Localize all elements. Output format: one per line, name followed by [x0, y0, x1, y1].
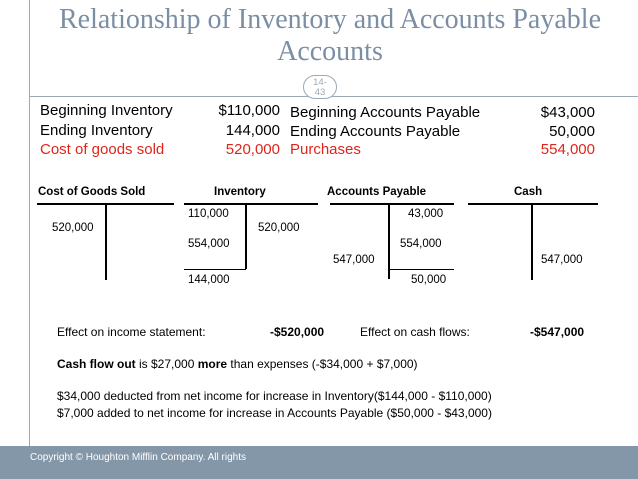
beginning-payable-value: $43,000	[540, 104, 595, 121]
taccount-cash-divider	[531, 203, 533, 280]
cost-of-goods-sold-label: Cost of goods sold	[40, 141, 165, 158]
ending-payable-value: 50,000	[549, 123, 595, 140]
payable-purchases-value: 554,000	[400, 238, 442, 250]
ending-inventory-label: Ending Inventory	[40, 122, 153, 139]
taccount-cogs-title: Cost of Goods Sold	[38, 186, 146, 198]
slide-title-line1: Relationship of Inventory and Accounts Payable	[59, 4, 601, 35]
taccount-payable-divider	[388, 203, 390, 279]
cogs-debit-value: 520,000	[52, 222, 94, 234]
beginning-inventory-value: $110,000	[218, 102, 280, 119]
inventory-purchases-value: 554,000	[188, 238, 230, 250]
cash-flow-out-text: Cash flow out	[57, 357, 136, 371]
inventory-beginning-value: 110,000	[188, 208, 229, 220]
payable-adjustment-note: $7,000 added to net income for increase in Accounts Payable ($50,000 - $43,000)	[57, 406, 492, 420]
taccount-inventory-title: Inventory	[214, 186, 266, 198]
slide-title	[30, 4, 630, 68]
cash-flow-mid-text: is $27,000	[135, 357, 198, 371]
cash-effect-value: -$547,000	[530, 325, 585, 339]
ending-inventory-value: 144,000	[225, 122, 280, 139]
beginning-payable-label: Beginning Accounts Payable	[290, 104, 481, 121]
page-number-line2: 43	[314, 87, 326, 98]
taccount-inventory-divider	[245, 203, 247, 269]
taccount-inventory-top-line	[184, 203, 318, 205]
inventory-credit-value: 520,000	[258, 222, 300, 234]
payable-payment-value: 547,000	[333, 254, 375, 266]
cash-credit-value: 547,000	[541, 254, 583, 266]
inventory-adjustment-note: $34,000 deducted from net income for increase in Inventory($144,000 - $110,000)	[57, 389, 492, 403]
cash-flow-more-text: more	[197, 357, 228, 371]
page-number-line1: 14-	[313, 77, 327, 88]
taccount-cash-top-line	[468, 203, 598, 205]
payable-ending-value: 50,000	[411, 274, 447, 286]
taccount-inventory-total-line	[184, 269, 246, 270]
taccount-payable-title: Accounts Payable	[327, 186, 427, 198]
cash-effect-label: Effect on cash flows:	[360, 325, 470, 339]
cash-flow-end-text: than expenses (-$34,000 + $7,000)	[227, 357, 418, 371]
payable-beginning-value: 43,000	[408, 208, 444, 220]
taccount-payable-total-line	[388, 269, 454, 270]
taccount-cash-title: Cash	[514, 186, 543, 198]
inventory-ending-value: 144,000	[188, 274, 230, 286]
beginning-inventory-label: Beginning Inventory	[40, 102, 173, 119]
cost-of-goods-sold-value: 520,000	[225, 141, 280, 158]
taccount-cogs-divider	[105, 203, 107, 280]
purchases-label: Purchases	[290, 141, 361, 158]
cash-flow-explanation	[57, 357, 418, 371]
slide-title-line2: Accounts	[277, 36, 383, 67]
income-effect-value: -$520,000	[270, 325, 325, 339]
copyright-text: Copyright © Houghton Mifflin Company. All rights	[30, 452, 246, 463]
purchases-value: 554,000	[540, 141, 595, 158]
page-number-badge	[303, 75, 337, 99]
income-effect-label: Effect on income statement:	[57, 325, 206, 339]
taccount-payable-top-line	[330, 203, 454, 205]
ending-payable-label: Ending Accounts Payable	[290, 123, 461, 140]
